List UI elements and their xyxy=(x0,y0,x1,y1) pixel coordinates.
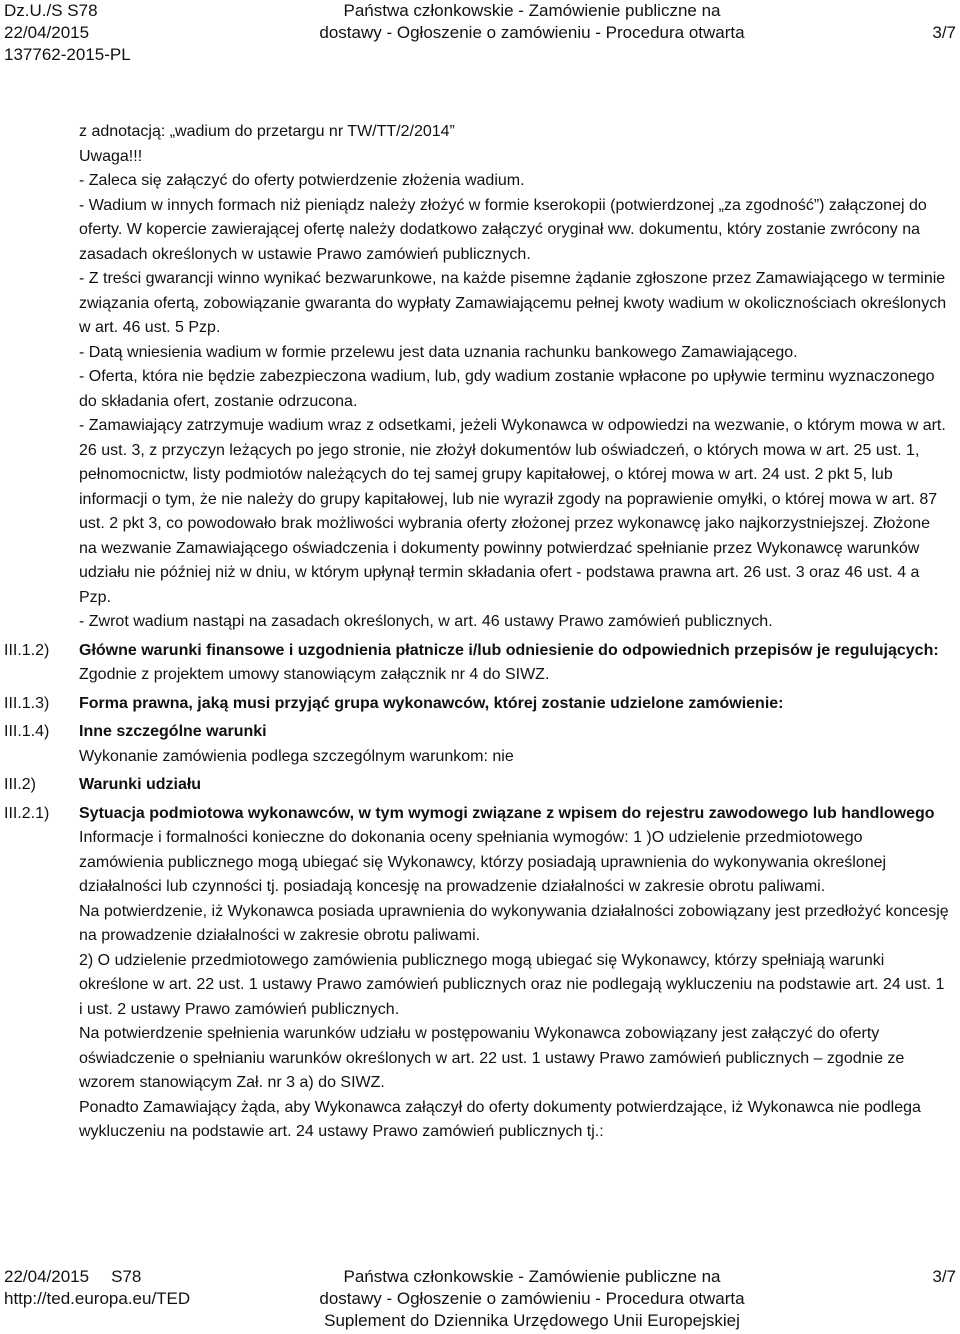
footer-title-line-2: dostawy - Ogłoszenie o zamówieniu - Procedura otwarta xyxy=(319,1289,745,1308)
section-number: III.2) xyxy=(4,776,37,793)
footer-supplement: Suplement do Dziennika Urzędowego Unii Europejskiej xyxy=(324,1311,740,1330)
section-number: III.1.4) xyxy=(4,723,50,740)
header-center xyxy=(0,0,960,44)
section-paragraph: Ponadto Zamawiający żąda, aby Wykonawca załączył do oferty dokumenty potwierdzające, iż Wykonawca nie podlega wykluczeniu na podstawie art. 24 ustawy Prawo zamówień publicznych tj.: xyxy=(79,1098,921,1140)
intro-line: - Z treści gwarancji winno wynikać bezwarunkowe, na każde pisemne żądanie zgłoszone przez Zamawiającego w terminie związania ofertą, zobowiązanie gwaranta do wypłaty Zamawiającemu pełnej kwoty wadium w okolicznościach określonych w art. 46 ust. 5 Pzp. xyxy=(79,270,947,336)
journal-ref: Dz.U./S S78 xyxy=(4,1,98,20)
intro-line: Uwaga!!! xyxy=(79,147,143,165)
header-page-number: 3/7 xyxy=(932,23,956,42)
section-III-1-4 xyxy=(0,720,960,769)
footer-series: S78 xyxy=(111,1267,142,1286)
footer-date: 22/04/2015 xyxy=(4,1267,90,1286)
intro-line: - Wadium w innych formach niż pieniądz należy złożyć w formie kserokopii (potwierdzonej „za zgodność”) załączonej do oferty. W kopercie zawierającej ofertę należy dodatkowo załączyć oryginał ww. dokumentu, który zostanie zwrócony na zasadach określonych w ustawie Prawo zamówień publicznych. xyxy=(79,196,927,263)
section-number: III.1.2) xyxy=(4,641,50,659)
section-heading: Główne warunki finansowe i uzgodnienia płatnicze i/lub odniesienie do odpowiednich przepisów je regulujących: xyxy=(79,641,939,659)
footer-url[interactable]: http://ted.europa.eu/TED xyxy=(4,1289,191,1308)
footer-title-line-1: Państwa członkowskie - Zamówienie publiczne na xyxy=(343,1267,721,1286)
footer-page-number: 3/7 xyxy=(932,1267,956,1286)
section-paragraph: Informacje i formalności konieczne do dokonania oceny spełniania wymogów: 1 )O udzielenie przedmiotowego zamówienia publicznego mogą ubiegać się Wykonawcy, którzy posiadają uprawnienia do wykonywania określonej działalności lub czynności tj. posiadają koncesję na prowadzenie działalności w zakresie obrotu paliwami. xyxy=(79,829,887,895)
intro-block xyxy=(0,120,960,635)
section-paragraph: 2) O udzielenie przedmiotowego zamówienia publicznego mogą ubiegać się Wykonawcy, którzy spełniają warunki określone w art. 22 ust. 1 ustawy Prawo zamówień publicznych oraz nie podlegają wykluczeniu na podstawie art. 24 ust. 1 i ust. 2 ustawy Prawo zamówień publicznych. xyxy=(79,951,945,1018)
section-heading: Sytuacja podmiotowa wykonawców, w tym wymogi związane z wpisem do rejestru zawodowego lub handlowego xyxy=(79,804,935,822)
intro-line: - Zwrot wadium nastąpi na zasadach określonych, w art. 46 ustawy Prawo zamówień publicznych. xyxy=(79,613,773,630)
section-III-2 xyxy=(0,773,960,798)
document-body xyxy=(0,120,960,1145)
section-number: III.2.1) xyxy=(4,804,50,822)
header-title-line-1: Państwa członkowskie - Zamówienie publiczne na xyxy=(343,1,721,20)
section-III-1-3 xyxy=(0,692,960,717)
intro-line: - Oferta, która nie będzie zabezpieczona wadium, lub, gdy wadium zostanie wpłacone po upływie terminu wyznaczonego do składania ofert, zostanie odrzucona. xyxy=(79,368,935,410)
section-III-1-2 xyxy=(0,639,960,688)
intro-line: z adnotacją: „wadium do przetargu nr TW/TT/2/2014” xyxy=(79,123,455,140)
section-heading: Forma prawna, jaką musi przyjąć grupa wykonawców, której zostanie udzielone zamówienie: xyxy=(79,694,784,712)
section-heading: Warunki udziału xyxy=(79,776,202,793)
header-date: 22/04/2015 xyxy=(4,23,90,42)
section-paragraph: Na potwierdzenie, iż Wykonawca posiada uprawnienia do wykonywania działalności zobowiązany jest przedłożyć koncesję na prowadzenie działalności w zakresie obrotu paliwami. xyxy=(79,902,949,944)
section-number: III.1.3) xyxy=(4,694,50,712)
notice-id: 137762-2015-PL xyxy=(4,45,131,64)
section-paragraph: Na potwierdzenie spełnienia warunków udziału w postępowaniu Wykonawca zobowiązany jest załączyć do oferty oświadczenie o spełnianiu warunków określonych w art. 22 ust. 1 ustawy Prawo zamówień publicznych – zgodnie ze wzorem stanowiącym Zał. nr 3 a) do SIWZ. xyxy=(79,1025,905,1091)
section-text: Zgodnie z projektem umowy stanowiącym załącznik nr 4 do SIWZ. xyxy=(79,666,550,683)
intro-line: - Datą wniesienia wadium w formie przelewu jest data uznania rachunku bankowego Zamawiającego. xyxy=(79,343,798,361)
header-title-line-2: dostawy - Ogłoszenie o zamówieniu - Procedura otwarta xyxy=(319,23,745,42)
footer-center xyxy=(0,1266,960,1332)
section-III-2-1 xyxy=(0,802,960,1145)
intro-line: - Zamawiający zatrzymuje wadium wraz z odsetkami, jeżeli Wykonawca w odpowiedzi na wezwanie, o którym mowa w art. 26 ust. 3, z przyczyn leżących po jego stronie, nie złożył dokumentów lub oświadczeń, o których mowa w art. 25 ust. 1, pełnomocnictw, listy podmiotów należących do tej samej grupy kapitałowej, o której mowa w art. 24 ust. 2 pkt 5, lub informacji o tym, że nie należy do grupy kapitałowej, lub nie wyraził zgody na poprawienie omyłki, o której mowa w art. 87 ust. 2 pkt 3, co powodowało brak możliwości wybrania oferty złożonej przez wykonawcę jako najkorzystniejszej. Złożone na wezwanie Zamawiającego oświadczenia i dokumenty powinny potwierdzać spełnianie przez Wykonawcę warunków udziału nie później niż w dniu, w którym upłynął termin składania ofert - podstawa prawna art. 26 ust. 3 oraz 46 ust. 4 a Pzp. xyxy=(79,417,946,606)
section-heading: Inne szczególne warunki xyxy=(79,723,267,740)
intro-line: - Zaleca się załączyć do oferty potwierdzenie złożenia wadium. xyxy=(79,172,525,189)
section-text: Wykonanie zamówienia podlega szczególnym warunkom: nie xyxy=(79,747,514,765)
